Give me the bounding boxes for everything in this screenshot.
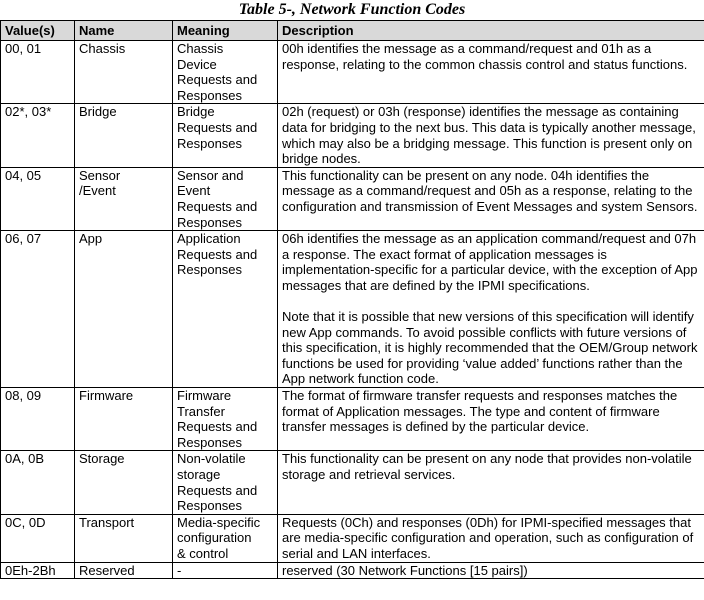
cell-name: Reserved	[75, 562, 173, 579]
cell-meaning: Chassis Device Requests and Responses	[173, 41, 278, 104]
table-row	[1, 231, 704, 388]
cell-name: Bridge	[75, 104, 173, 167]
cell-name: Storage	[75, 451, 173, 514]
description-paragraph: 02h (request) or 03h (response) identifies the message as containing data for bridging to the next bus. This data is typically another message, which may also be a bridging message. This function is present only on bridge nodes.	[282, 104, 696, 167]
table-row	[1, 104, 704, 167]
cell-description	[278, 388, 704, 451]
cell-meaning: -	[173, 562, 278, 579]
header-values: Value(s)	[1, 21, 75, 41]
cell-description	[278, 104, 704, 167]
cell-description	[278, 167, 704, 230]
cell-meaning: Firmware Transfer Requests and Responses	[173, 388, 278, 451]
network-function-codes-table	[0, 20, 704, 579]
cell-description	[278, 514, 704, 562]
table-row	[1, 514, 704, 562]
cell-name: App	[75, 231, 173, 388]
table-body	[1, 41, 704, 579]
cell-value: 04, 05	[1, 167, 75, 230]
cell-value: 06, 07	[1, 231, 75, 388]
cell-value: 0C, 0D	[1, 514, 75, 562]
header-name: Name	[75, 21, 173, 41]
description-paragraph: This functionality can be present on any node. 04h identifies the message as a command/request and 05h as a response, relating to the configuration and transmission of Event Messages and system Sensors.	[282, 167, 698, 214]
cell-description	[278, 231, 704, 388]
cell-meaning: Bridge Requests and Responses	[173, 104, 278, 167]
table-row	[1, 388, 704, 451]
cell-description	[278, 562, 704, 579]
cell-value: 0A, 0B	[1, 451, 75, 514]
description-paragraph: This functionality can be present on any node that provides non-volatile storage and retrieval services.	[282, 451, 692, 483]
cell-meaning: Sensor and Event Requests and Responses	[173, 167, 278, 230]
table-caption: Table 5-, Network Function Codes	[238, 1, 466, 18]
description-paragraph: Requests (0Ch) and responses (0Dh) for IPMI-specified messages that are media-specific configuration and operation, such as configuration of serial and LAN interfaces.	[282, 514, 694, 561]
table-row	[1, 41, 704, 104]
cell-name: Sensor /Event	[75, 167, 173, 230]
cell-meaning: Non-volatile storage Requests and Responses	[173, 451, 278, 514]
table-row	[1, 167, 704, 230]
cell-meaning: Media-specific configuration & control	[173, 514, 278, 562]
cell-description	[278, 451, 704, 514]
cell-value: 00, 01	[1, 41, 75, 104]
table-header-row	[1, 21, 704, 41]
cell-meaning: Application Requests and Responses	[173, 231, 278, 388]
table-row	[1, 562, 704, 579]
table-row	[1, 451, 704, 514]
cell-value: 08, 09	[1, 388, 75, 451]
cell-value: 0Eh-2Bh	[1, 562, 75, 579]
description-paragraph: 06h identifies the message as an application command/request and 07h a response. The exact format of application messages is implementation-specific for a particular device, with the exception of App messages that are defined by the IPMI specifications.	[282, 231, 698, 293]
description-paragraph: 00h identifies the message as a command/request and 01h as a response, relating to the common chassis control and status functions.	[282, 41, 688, 72]
cell-name: Chassis	[75, 41, 173, 104]
description-paragraph: reserved (30 Network Functions [15 pairs])	[282, 562, 528, 578]
description-paragraph: Note that it is possible that new versions of this specification will identify new App commands. To avoid possible conflicts with future versions of this specification, it is highly recommended that the OEM/Group network functions be used for providing ‘value added’ functions rather than the App network function code.	[282, 309, 698, 387]
cell-value: 02*, 03*	[1, 104, 75, 167]
header-description: Description	[278, 21, 704, 41]
cell-name: Transport	[75, 514, 173, 562]
description-paragraph: The format of firmware transfer requests and responses matches the format of Application messages. The type and content of firmware transfer messages is defined by the particular device.	[282, 388, 678, 435]
header-meaning: Meaning	[173, 21, 278, 41]
cell-description	[278, 41, 704, 104]
cell-name: Firmware	[75, 388, 173, 451]
